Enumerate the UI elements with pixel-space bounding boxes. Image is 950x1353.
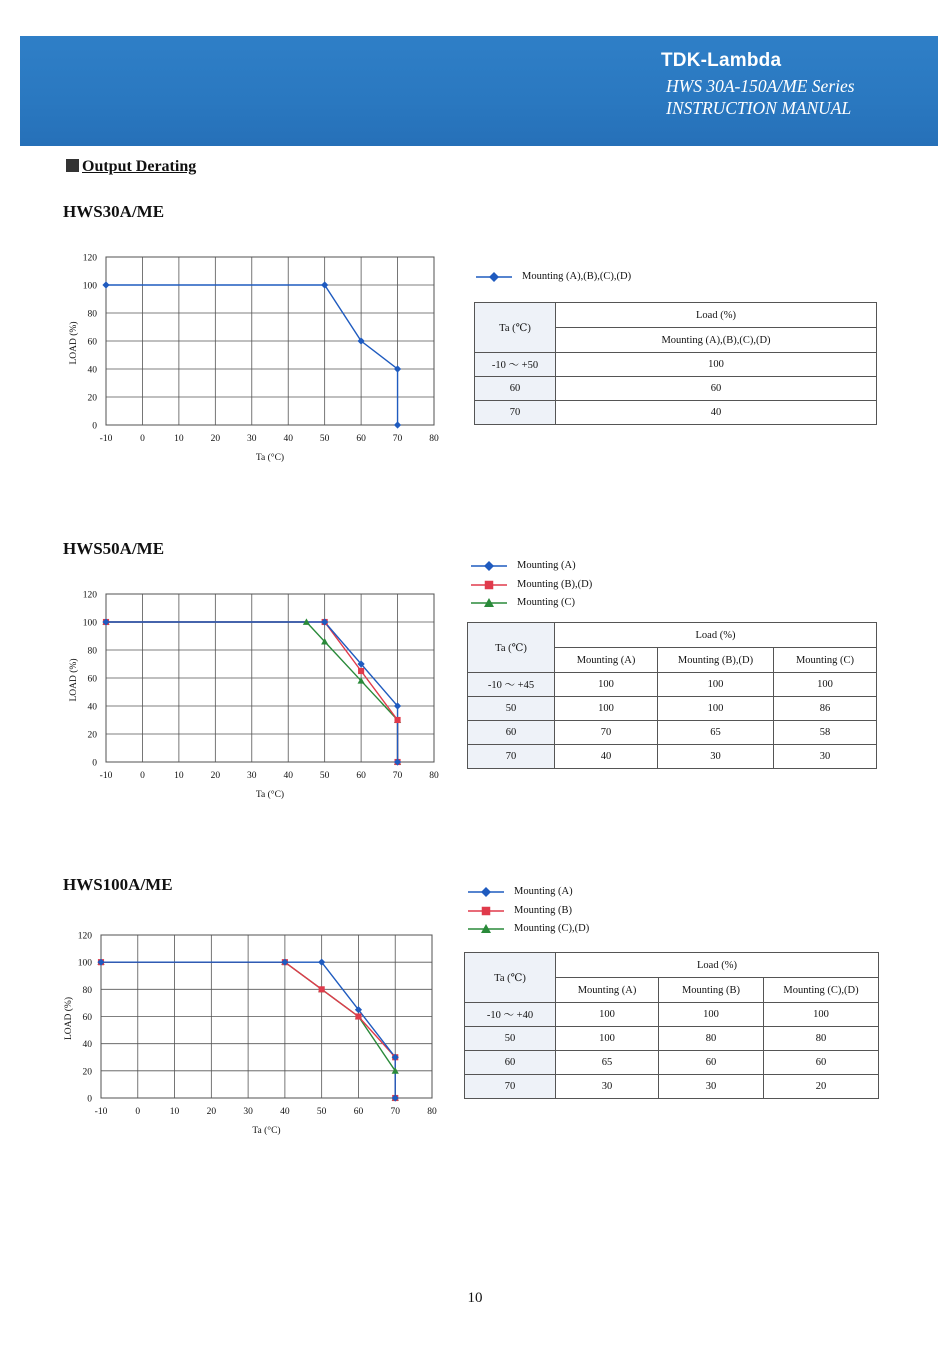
x-tick-label: 20	[210, 771, 221, 781]
ta-header: Ta (℃)	[475, 303, 556, 353]
load-cell: 65	[658, 721, 774, 745]
x-tick-label: 0	[140, 434, 145, 444]
legend-label: Mounting (B),(D)	[517, 578, 593, 590]
x-tick-label: 10	[169, 1107, 180, 1117]
data-point	[355, 1013, 361, 1019]
x-axis-label: Ta (°C)	[255, 453, 285, 463]
y-tick-label: 100	[82, 618, 97, 629]
table-row	[475, 401, 877, 425]
y-tick-label: 0	[92, 421, 97, 432]
table-row	[465, 1051, 879, 1075]
square-marker	[485, 580, 494, 589]
load-header: Load (%)	[555, 623, 877, 648]
legend-label: Mounting (C),(D)	[514, 923, 590, 934]
load-cell: 30	[658, 745, 774, 769]
y-tick-label: 0	[87, 1094, 92, 1105]
x-tick-label: 60	[356, 434, 366, 444]
column-header: Mounting (B)	[659, 978, 764, 1003]
load-cell: 30	[659, 1075, 764, 1099]
column-header: Mounting (B),(D)	[658, 648, 774, 673]
x-tick-label: 80	[429, 771, 439, 781]
legend-label: Mounting (B)	[514, 904, 573, 916]
y-tick-label: 80	[87, 309, 97, 320]
y-tick-label: 80	[87, 646, 97, 657]
page-number: 10	[467, 1290, 483, 1306]
y-axis-label: LOAD (%)	[69, 321, 79, 365]
diamond-marker-icon	[466, 885, 506, 899]
x-axis-label: Ta (°C)	[255, 790, 285, 800]
y-tick-label: 100	[77, 958, 92, 969]
x-tick-label: 10	[174, 771, 184, 781]
y-tick-label: 60	[87, 337, 97, 348]
x-tick-label: 60	[356, 771, 366, 781]
load-cell: 100	[659, 1003, 764, 1027]
x-tick-label: 20	[210, 434, 221, 444]
ta-header: Ta (℃)	[468, 623, 555, 673]
y-tick-label: 20	[82, 1067, 92, 1078]
model-title-hws100a: HWS100A/ME	[63, 875, 173, 894]
column-header: Mounting (A),(B),(C),(D)	[556, 328, 877, 353]
y-axis-label: LOAD (%)	[69, 658, 79, 702]
load-cell: 100	[556, 353, 877, 377]
legend-label: Mounting (A)	[514, 886, 573, 897]
x-tick-label: 50	[319, 771, 330, 781]
y-tick-label: 120	[82, 590, 97, 601]
column-header: Mounting (C)	[774, 648, 877, 673]
x-tick-label: 70	[390, 1107, 400, 1117]
load-cell: 30	[556, 1075, 659, 1099]
load-cell: 60	[556, 377, 877, 401]
y-tick-label: 120	[77, 931, 92, 942]
load-cell: 60	[764, 1051, 879, 1075]
ta-cell: 70	[475, 401, 556, 425]
table-row	[475, 353, 877, 377]
table-row	[465, 1027, 879, 1051]
load-cell: 80	[659, 1027, 764, 1051]
section-title-text: Output Derating	[82, 158, 197, 175]
x-tick-label: -10	[94, 1107, 108, 1117]
load-header: Load (%)	[556, 303, 877, 328]
x-tick-label: 40	[283, 771, 293, 781]
y-tick-label: 120	[82, 253, 97, 264]
load-cell: 40	[555, 745, 658, 769]
x-tick-label: 50	[316, 1107, 327, 1117]
ta-cell: 60	[475, 377, 556, 401]
table-row	[468, 721, 877, 745]
x-axis-label: Ta (°C)	[252, 1126, 281, 1136]
load-cell: 100	[658, 673, 774, 697]
load-cell: 40	[556, 401, 877, 425]
derating-table-hws100a	[464, 952, 879, 1099]
table-row	[468, 673, 877, 697]
derating-table-hws50a	[467, 622, 877, 769]
load-cell: 20	[764, 1075, 879, 1099]
load-cell: 100	[658, 697, 774, 721]
table-row	[465, 1075, 879, 1099]
ta-cell: -10 ～ +40	[465, 1003, 556, 1027]
load-cell: 30	[774, 745, 877, 769]
ta-cell: -10 ～ +50	[475, 353, 556, 377]
data-point	[319, 986, 325, 992]
table-row	[475, 377, 877, 401]
x-tick-label: -10	[99, 434, 113, 444]
y-tick-label: 0	[92, 758, 97, 769]
y-tick-label: 40	[87, 365, 97, 376]
column-header: Mounting (A)	[556, 978, 659, 1003]
load-cell: 100	[556, 1003, 659, 1027]
x-tick-label: 80	[427, 1107, 437, 1117]
y-tick-label: 80	[82, 985, 92, 996]
diamond-marker	[489, 272, 499, 282]
x-tick-label: 40	[280, 1107, 290, 1117]
x-tick-label: 10	[174, 434, 184, 444]
brand-name: TDK-Lambda	[661, 50, 782, 71]
load-cell: 65	[556, 1051, 659, 1075]
triangle-marker-icon	[466, 922, 506, 936]
load-cell: 86	[774, 697, 877, 721]
table-row	[465, 1003, 879, 1027]
ta-cell: 50	[465, 1027, 556, 1051]
x-tick-label: 0	[140, 771, 145, 781]
diamond-marker	[481, 887, 491, 897]
manual-title: INSTRUCTION MANUAL	[666, 98, 852, 118]
diamond-marker-icon	[474, 270, 514, 284]
column-header: Mounting (C),(D)	[764, 978, 879, 1003]
legend-label: Mounting (C)	[517, 597, 576, 608]
x-tick-label: 30	[243, 1107, 253, 1117]
ta-cell: 60	[468, 721, 555, 745]
y-tick-label: 40	[87, 702, 97, 713]
x-tick-label: 80	[429, 434, 439, 444]
square-marker-icon	[469, 578, 509, 592]
load-cell: 100	[555, 697, 658, 721]
x-tick-label: 50	[319, 434, 330, 444]
x-tick-label: 70	[392, 771, 403, 781]
x-tick-label: 30	[247, 434, 257, 444]
legend-label: Mounting (A),(B),(C),(D)	[522, 271, 632, 282]
load-header: Load (%)	[556, 953, 879, 978]
y-tick-label: 20	[87, 730, 97, 741]
y-tick-label: 20	[87, 393, 97, 404]
square-marker-icon	[466, 904, 506, 918]
y-tick-label: 60	[87, 674, 97, 685]
y-tick-label: 100	[82, 281, 97, 292]
ta-cell: 70	[468, 745, 555, 769]
load-cell: 58	[774, 721, 877, 745]
model-title-hws50a: HWS50A/ME	[63, 539, 165, 558]
x-tick-label: 70	[392, 434, 403, 444]
ta-cell: -10 ～ +45	[468, 673, 555, 697]
table-row	[468, 745, 877, 769]
diamond-marker-icon	[469, 559, 509, 573]
load-cell: 60	[659, 1051, 764, 1075]
x-tick-label: 20	[206, 1107, 217, 1117]
triangle-marker-icon	[469, 596, 509, 610]
x-tick-label: 0	[135, 1107, 141, 1117]
model-title-hws30a: HWS30A/ME	[63, 202, 165, 221]
load-cell: 80	[764, 1027, 879, 1051]
load-cell: 100	[555, 673, 658, 697]
derating-table-hws30a	[474, 302, 877, 425]
load-cell: 70	[555, 721, 658, 745]
load-cell: 100	[764, 1003, 879, 1027]
load-cell: 100	[774, 673, 877, 697]
column-header: Mounting (A)	[555, 648, 658, 673]
y-tick-label: 60	[82, 1013, 92, 1023]
square-marker	[482, 906, 491, 915]
ta-header: Ta (℃)	[465, 953, 556, 1003]
x-tick-label: 60	[353, 1107, 364, 1117]
load-cell: 100	[556, 1027, 659, 1051]
legend-label: Mounting (A)	[517, 560, 576, 571]
table-row	[468, 697, 877, 721]
x-tick-label: -10	[99, 771, 113, 781]
series-name: HWS 30A-150A/ME Series	[666, 76, 855, 96]
y-axis-label: LOAD (%)	[64, 996, 74, 1041]
ta-cell: 70	[465, 1075, 556, 1099]
y-tick-label: 40	[82, 1040, 92, 1051]
x-tick-label: 40	[283, 434, 293, 444]
ta-cell: 60	[465, 1051, 556, 1075]
diamond-marker	[484, 561, 494, 571]
ta-cell: 50	[468, 697, 555, 721]
x-tick-label: 30	[247, 771, 257, 781]
